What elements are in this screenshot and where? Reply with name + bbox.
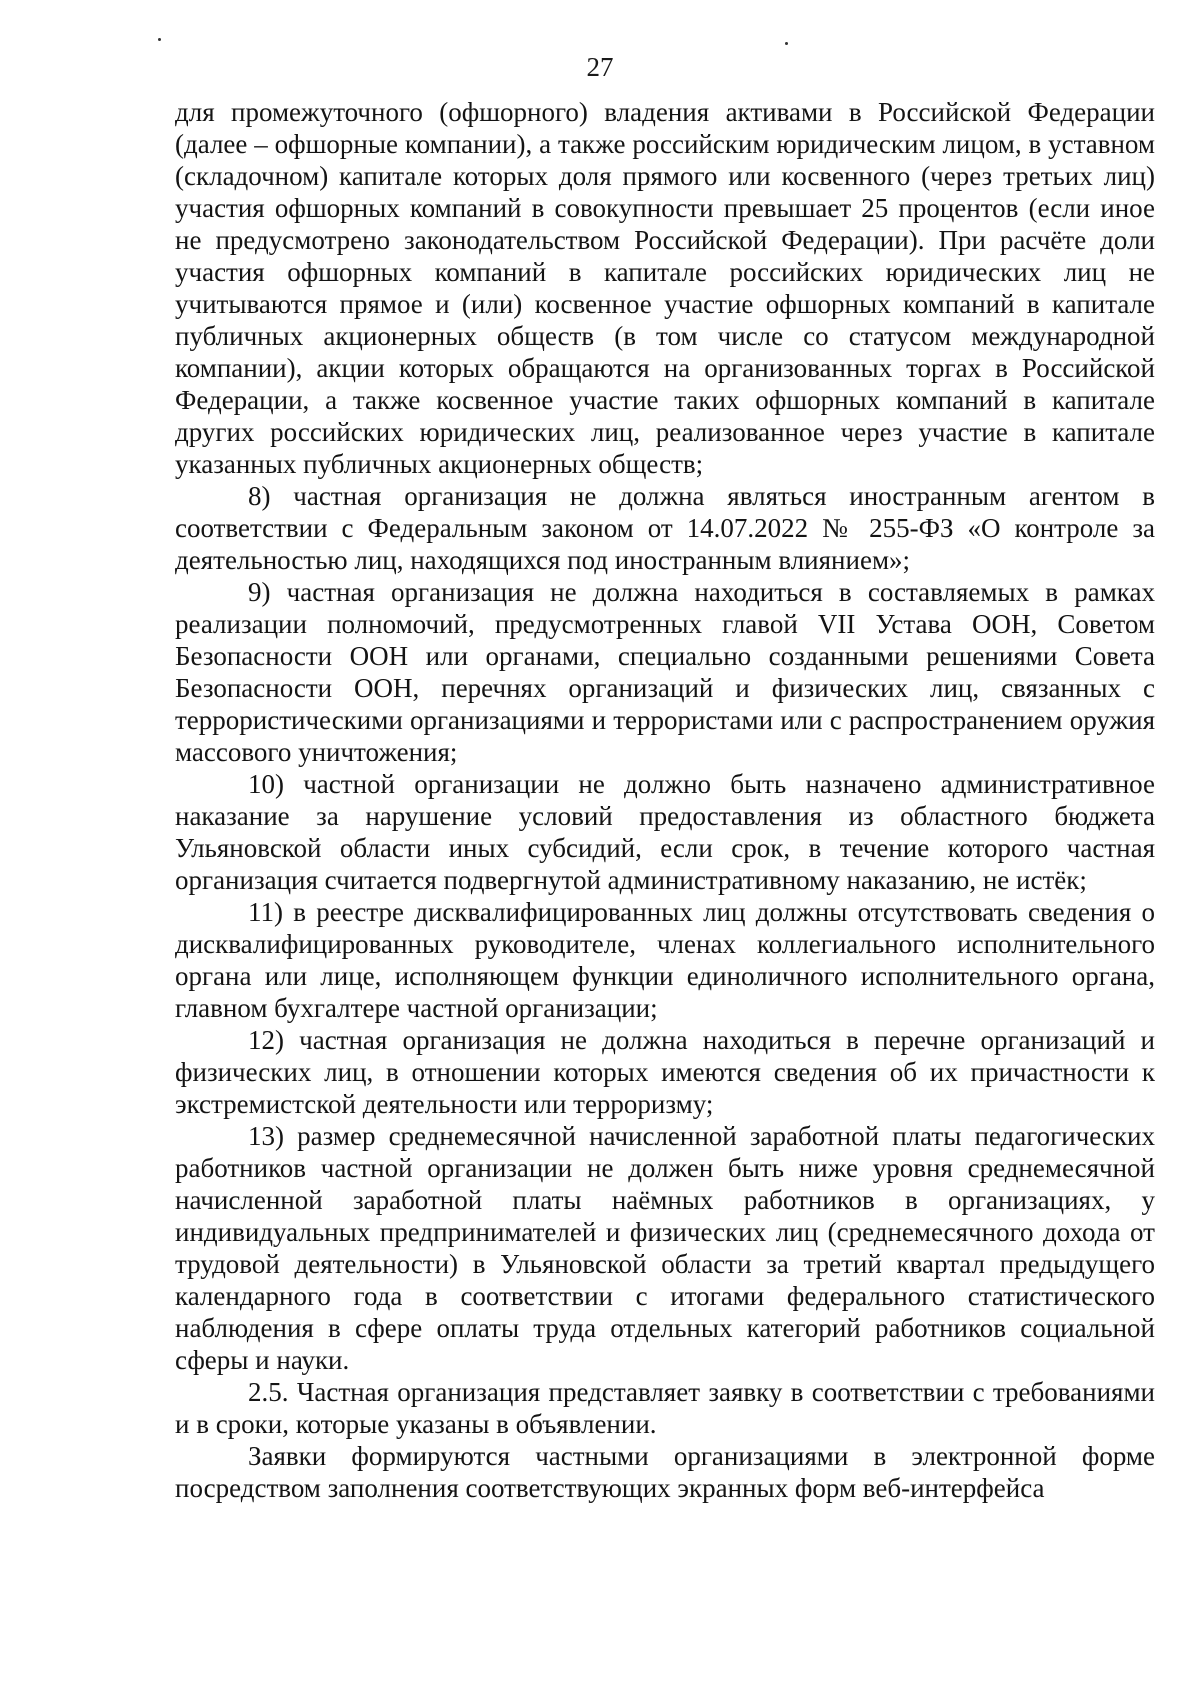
paragraph-item-8: 8) частная организация не должна являться иностранным агентом в соответствии с Федеральным законом от 14.07.2022 № 255-ФЗ «О контроле за деятельностью лиц, находящихся под иностранным влиянием»; xyxy=(175,481,1155,575)
paragraph-item-12: 12) частная организация не должна находиться в перечне организаций и физических лиц, в отношении которых имеются сведения об их причастности к экстремистской деятельности или терроризму; xyxy=(175,1025,1155,1119)
paragraph-item-13: 13) размер среднемесячной начисленной заработной платы педагогических работников частной организации не должен быть ниже уровня среднемесячной начисленной заработной платы наёмных работников в организациях, у индивидуальных предпринимателей и физических лиц (среднемесячного дохода от трудовой деятельности) в Ульяновской области за третий квартал предыдущего календарного года в соответствии с итогами федерального статистического наблюдения в сфере оплаты труда отдельных категорий работников социальной сферы и науки. xyxy=(175,1121,1155,1375)
paragraph-item-10: 10) частной организации не должно быть назначено административное наказание за нарушение условий предоставления из областного бюджета Ульяновской области иных субсидий, если срок, в течение которого частная организация считается подвергнутой административному наказанию, не истёк; xyxy=(175,769,1155,895)
document-body xyxy=(175,96,1155,1504)
scan-speck xyxy=(158,38,161,41)
paragraph-continuation: для промежуточного (офшорного) владения активами в Российской Федерации (далее – офшорные компании), а также российским юридическим лицом, в уставном (складочном) капитале которых доля прямого или косвенного (через третьих лиц) участия офшорных компаний в совокупности превышает 25 процентов (если иное не предусмотрено законодательством Российской Федерации). При расчёте доли участия офшорных компаний в капитале российских юридических лиц не учитываются прямое и (или) косвенное участие офшорных компаний в капитале публичных акционерных обществ (в том числе со статусом международной компании), акции которых обращаются на организованных торгах в Российской Федерации, а также косвенное участие таких офшорных компаний в капитале других российских юридических лиц, реализованное через участие в капитале указанных публичных акционерных обществ; xyxy=(175,97,1155,479)
paragraph-item-11: 11) в реестре дисквалифицированных лиц должны отсутствовать сведения о дисквалифицированных руководителе, членах коллегиального исполнительного органа или лице, исполняющем функции единоличного исполнительного органа, главном бухгалтере частной организации; xyxy=(175,897,1155,1023)
scan-speck xyxy=(785,42,788,45)
page-number: 27 xyxy=(586,52,614,82)
paragraph-applications: Заявки формируются частными организациями в электронной форме посредством заполнения соответствующих экранных форм веб-интерфейса xyxy=(175,1441,1155,1503)
paragraph-item-9: 9) частная организация не должна находиться в составляемых в рамках реализации полномочий, предусмотренных главой VII Устава ООН, Советом Безопасности ООН или органами, специально созданными решениями Совета Безопасности ООН, перечнях организаций и физических лиц, связанных с террористическими организациями и террористами или с распространением оружия массового уничтожения; xyxy=(175,577,1155,767)
paragraph-section-2-5: 2.5. Частная организация представляет заявку в соответствии с требованиями и в сроки, которые указаны в объявлении. xyxy=(175,1377,1155,1439)
